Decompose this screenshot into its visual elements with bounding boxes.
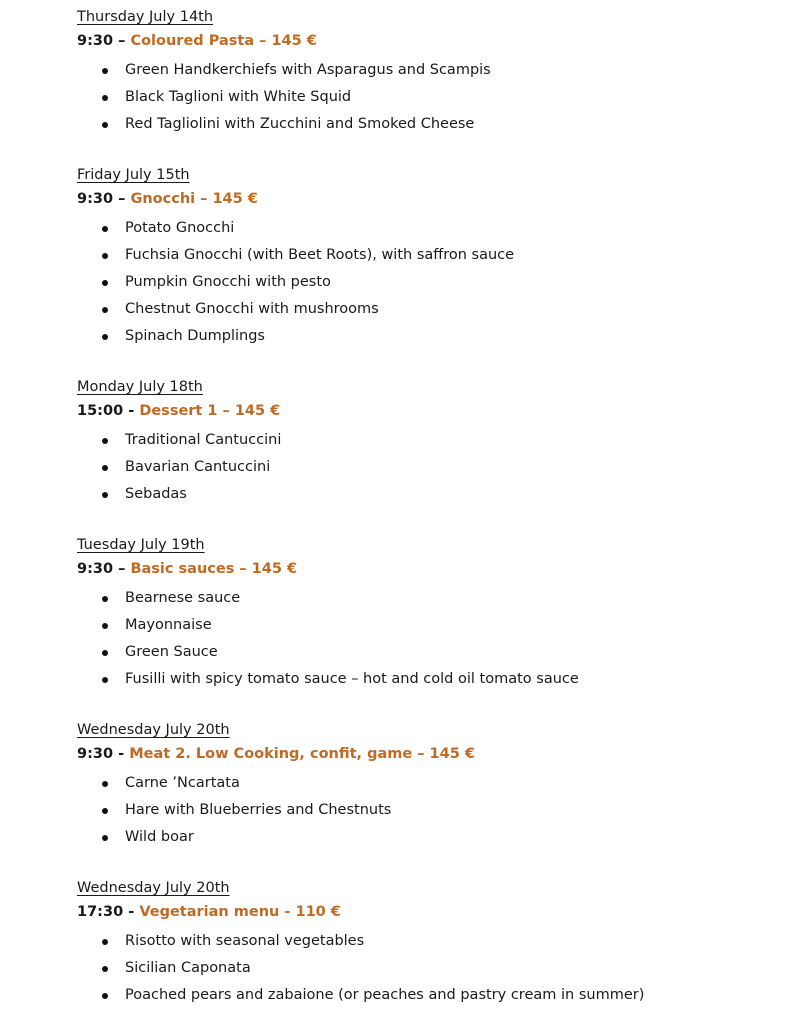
- list-item: [77, 797, 777, 824]
- list-item: [77, 84, 777, 111]
- dish-name: Black Taglioni with White Squid: [125, 89, 352, 105]
- dish-name: Bavarian Cantuccini: [125, 459, 271, 475]
- bullet-icon: [102, 623, 108, 629]
- bullet-icon: [102, 939, 108, 945]
- section-date: Tuesday July 19th: [77, 537, 205, 553]
- schedule-section: [77, 376, 777, 508]
- heading-separator: -: [118, 746, 125, 762]
- dish-name: Chestnut Gnocchi with mushrooms: [125, 301, 379, 317]
- dish-name: Sicilian Caponata: [125, 960, 251, 976]
- list-item: [77, 242, 777, 269]
- heading-separator: -: [128, 403, 135, 419]
- schedule-section: [77, 6, 777, 138]
- course-title: Vegetarian menu - 110 €: [139, 904, 341, 920]
- list-item: [77, 770, 777, 797]
- list-item: [77, 666, 777, 693]
- course-title: Meat 2. Low Cooking, confit, game – 145 €: [129, 746, 475, 762]
- heading-separator: –: [118, 191, 126, 207]
- dish-list: [77, 928, 777, 1009]
- bullet-icon: [102, 781, 108, 787]
- section-heading: [77, 558, 777, 585]
- list-item: [77, 57, 777, 84]
- dish-list: [77, 585, 777, 693]
- section-heading: [77, 743, 777, 770]
- section-heading: [77, 901, 777, 928]
- list-item: [77, 269, 777, 296]
- section-heading: [77, 188, 777, 215]
- course-schedule: [77, 6, 777, 1035]
- bullet-icon: [102, 966, 108, 972]
- dish-name: Sebadas: [125, 486, 187, 502]
- list-item: [77, 215, 777, 242]
- section-time: 9:30: [77, 33, 114, 49]
- dish-name: Traditional Cantuccini: [125, 432, 282, 448]
- list-item: [77, 982, 777, 1009]
- list-item: [77, 296, 777, 323]
- schedule-section: [77, 877, 777, 1009]
- dish-list: [77, 427, 777, 508]
- bullet-icon: [102, 68, 108, 74]
- bullet-icon: [102, 465, 108, 471]
- dish-list: [77, 57, 777, 138]
- list-item: [77, 955, 777, 982]
- bullet-icon: [102, 334, 108, 340]
- section-time: 9:30: [77, 191, 114, 207]
- bullet-icon: [102, 835, 108, 841]
- bullet-icon: [102, 280, 108, 286]
- list-item: [77, 928, 777, 955]
- list-item: [77, 454, 777, 481]
- dish-name: Carne ’Ncartata: [125, 775, 240, 791]
- dish-name: Hare with Blueberries and Chestnuts: [125, 802, 392, 818]
- bullet-icon: [102, 226, 108, 232]
- dish-name: Red Tagliolini with Zucchini and Smoked Cheese: [125, 116, 475, 132]
- list-item: [77, 111, 777, 138]
- dish-name: Mayonnaise: [125, 617, 212, 633]
- list-item: [77, 639, 777, 666]
- heading-separator: -: [128, 904, 135, 920]
- section-date: Thursday July 14th: [77, 9, 214, 25]
- bullet-icon: [102, 122, 108, 128]
- dish-name: Pumpkin Gnocchi with pesto: [125, 274, 331, 290]
- dish-name: Fuchsia Gnocchi (with Beet Roots), with saffron sauce: [125, 247, 515, 263]
- dish-name: Green Sauce: [125, 644, 218, 660]
- dish-name: Wild boar: [125, 829, 194, 845]
- heading-separator: –: [118, 561, 126, 577]
- course-title: Coloured Pasta – 145 €: [130, 33, 317, 49]
- section-date: Wednesday July 20th: [77, 880, 230, 896]
- list-item: [77, 427, 777, 454]
- list-item: [77, 824, 777, 851]
- bullet-icon: [102, 650, 108, 656]
- dish-name: Potato Gnocchi: [125, 220, 235, 236]
- dish-name: Risotto with seasonal vegetables: [125, 933, 365, 949]
- bullet-icon: [102, 993, 108, 999]
- dish-name: Spinach Dumplings: [125, 328, 265, 344]
- dish-list: [77, 215, 777, 350]
- section-time: 17:30: [77, 904, 124, 920]
- bullet-icon: [102, 596, 108, 602]
- bullet-icon: [102, 253, 108, 259]
- section-date: Friday July 15th: [77, 167, 190, 183]
- dish-name: Green Handkerchiefs with Asparagus and Scampis: [125, 62, 491, 78]
- dish-name: Fusilli with spicy tomato sauce – hot and cold oil tomato sauce: [125, 671, 579, 687]
- section-date: Monday July 18th: [77, 379, 203, 395]
- section-heading: [77, 30, 777, 57]
- bullet-icon: [102, 438, 108, 444]
- dish-list: [77, 770, 777, 851]
- schedule-section: [77, 534, 777, 693]
- section-heading: [77, 400, 777, 427]
- schedule-section: [77, 164, 777, 350]
- course-title: Basic sauces – 145 €: [130, 561, 298, 577]
- dish-name: Poached pears and zabaione (or peaches and pastry cream in summer): [125, 987, 645, 1003]
- bullet-icon: [102, 307, 108, 313]
- bullet-icon: [102, 492, 108, 498]
- list-item: [77, 323, 777, 350]
- course-title: Gnocchi – 145 €: [130, 191, 258, 207]
- section-date: Wednesday July 20th: [77, 722, 230, 738]
- schedule-section: [77, 719, 777, 851]
- section-time: 15:00: [77, 403, 124, 419]
- bullet-icon: [102, 95, 108, 101]
- bullet-icon: [102, 677, 108, 683]
- course-title: Dessert 1 – 145 €: [139, 403, 281, 419]
- bullet-icon: [102, 808, 108, 814]
- heading-separator: –: [118, 33, 126, 49]
- list-item: [77, 481, 777, 508]
- section-time: 9:30: [77, 561, 114, 577]
- section-time: 9:30: [77, 746, 114, 762]
- list-item: [77, 612, 777, 639]
- dish-name: Bearnese sauce: [125, 590, 241, 606]
- list-item: [77, 585, 777, 612]
